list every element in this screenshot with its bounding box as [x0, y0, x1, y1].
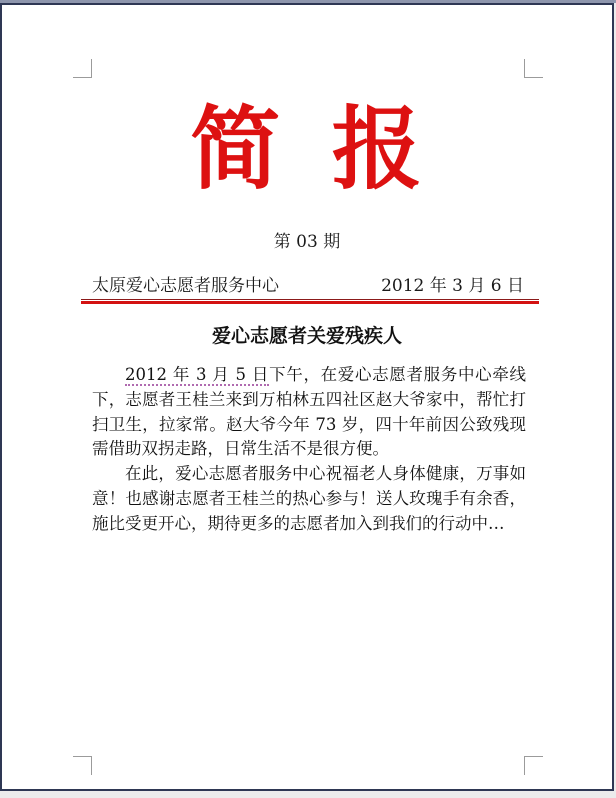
margin-crop-mark-top-right — [524, 59, 543, 78]
issue-number: 第 03 期 — [273, 232, 341, 252]
dated-text-underlined: 2012 年 3 月 5 日 — [125, 365, 270, 384]
issue-date: 2012 年 3 月 6 日 — [381, 276, 524, 296]
document-page[interactable] — [0, 3, 614, 791]
red-divider-rule-thick-line — [81, 301, 539, 304]
article-body[interactable] — [92, 363, 526, 537]
article-headline: 爱心志愿者关爱残疾人 — [211, 325, 402, 347]
red-divider-rule-thin-line — [81, 299, 539, 300]
dateline-row — [92, 275, 524, 297]
margin-crop-mark-bottom-right — [524, 756, 543, 775]
article-paragraph-2: 在此，爱心志愿者服务中心祝福老人身体健康，万事如意！也感谢志愿者王桂兰的热心参与！送人玫瑰手有余香，施比受更开心，期待更多的志愿者加入到我们的行动中… — [92, 464, 526, 533]
red-divider-rule — [81, 299, 539, 304]
article-paragraph-1-text: 下午，在爱心志愿者服务中心牵线下，志愿者王桂兰来到万柏林五四社区赵大爷家中，帮忙打扫卫生，拉家常。赵大爷今年 73 岁，四十年前因公致残现需借助双拐走路，日常生活不是很方便。 — [92, 365, 526, 459]
article-paragraph-1 — [92, 363, 526, 462]
masthead-title: 简 报 — [190, 96, 424, 202]
organization-name: 太原爱心志愿者服务中心 — [92, 276, 279, 296]
margin-crop-mark-bottom-left — [73, 756, 92, 775]
margin-crop-mark-top-left — [73, 59, 92, 78]
